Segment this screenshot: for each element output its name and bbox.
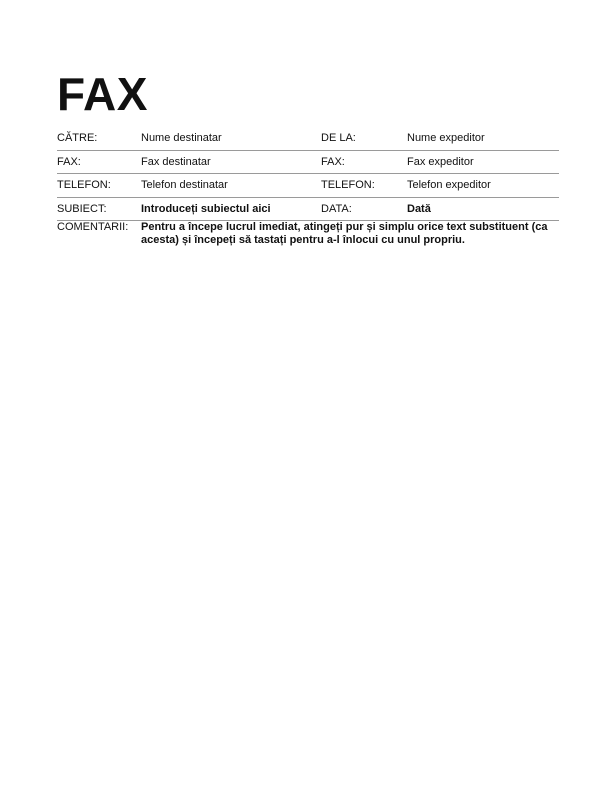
date-field[interactable]: Dată bbox=[407, 202, 431, 215]
recipient-fax-label: FAX: bbox=[57, 155, 81, 168]
comments-label: COMENTARII: bbox=[57, 221, 129, 233]
sender-name-field[interactable]: Nume expeditor bbox=[407, 132, 485, 144]
field-row-fax bbox=[57, 151, 559, 175]
subject-field[interactable]: Introduceți subiectul aici bbox=[141, 202, 271, 215]
document-title: FAX bbox=[57, 68, 148, 120]
sender-phone-label: TELEFON: bbox=[321, 179, 375, 191]
from-label: DE LA: bbox=[321, 132, 356, 144]
field-row-phone bbox=[57, 174, 559, 198]
field-row-recipient bbox=[57, 127, 559, 151]
subject-label: SUBIECT: bbox=[57, 202, 107, 215]
recipient-phone-label: TELEFON: bbox=[57, 179, 111, 191]
sender-fax-label: FAX: bbox=[321, 155, 345, 168]
field-row-subject bbox=[57, 198, 559, 222]
sender-phone-field[interactable]: Telefon expeditor bbox=[407, 179, 491, 191]
to-label: CĂTRE: bbox=[57, 132, 98, 144]
recipient-phone-field[interactable]: Telefon destinatar bbox=[141, 179, 228, 191]
fax-fields-table bbox=[57, 127, 559, 221]
sender-fax-field[interactable]: Fax expeditor bbox=[407, 155, 474, 168]
recipient-name-field[interactable]: Nume destinatar bbox=[141, 132, 222, 144]
recipient-fax-field[interactable]: Fax destinatar bbox=[141, 155, 211, 168]
comments-text-field[interactable]: Pentru a începe lucrul imediat, atingeți pur și simplu orice text substituent (ca acesta) și începeți să tastați pentru a-l înlocui cu unul propriu. bbox=[141, 221, 548, 246]
date-label: DATA: bbox=[321, 202, 352, 215]
